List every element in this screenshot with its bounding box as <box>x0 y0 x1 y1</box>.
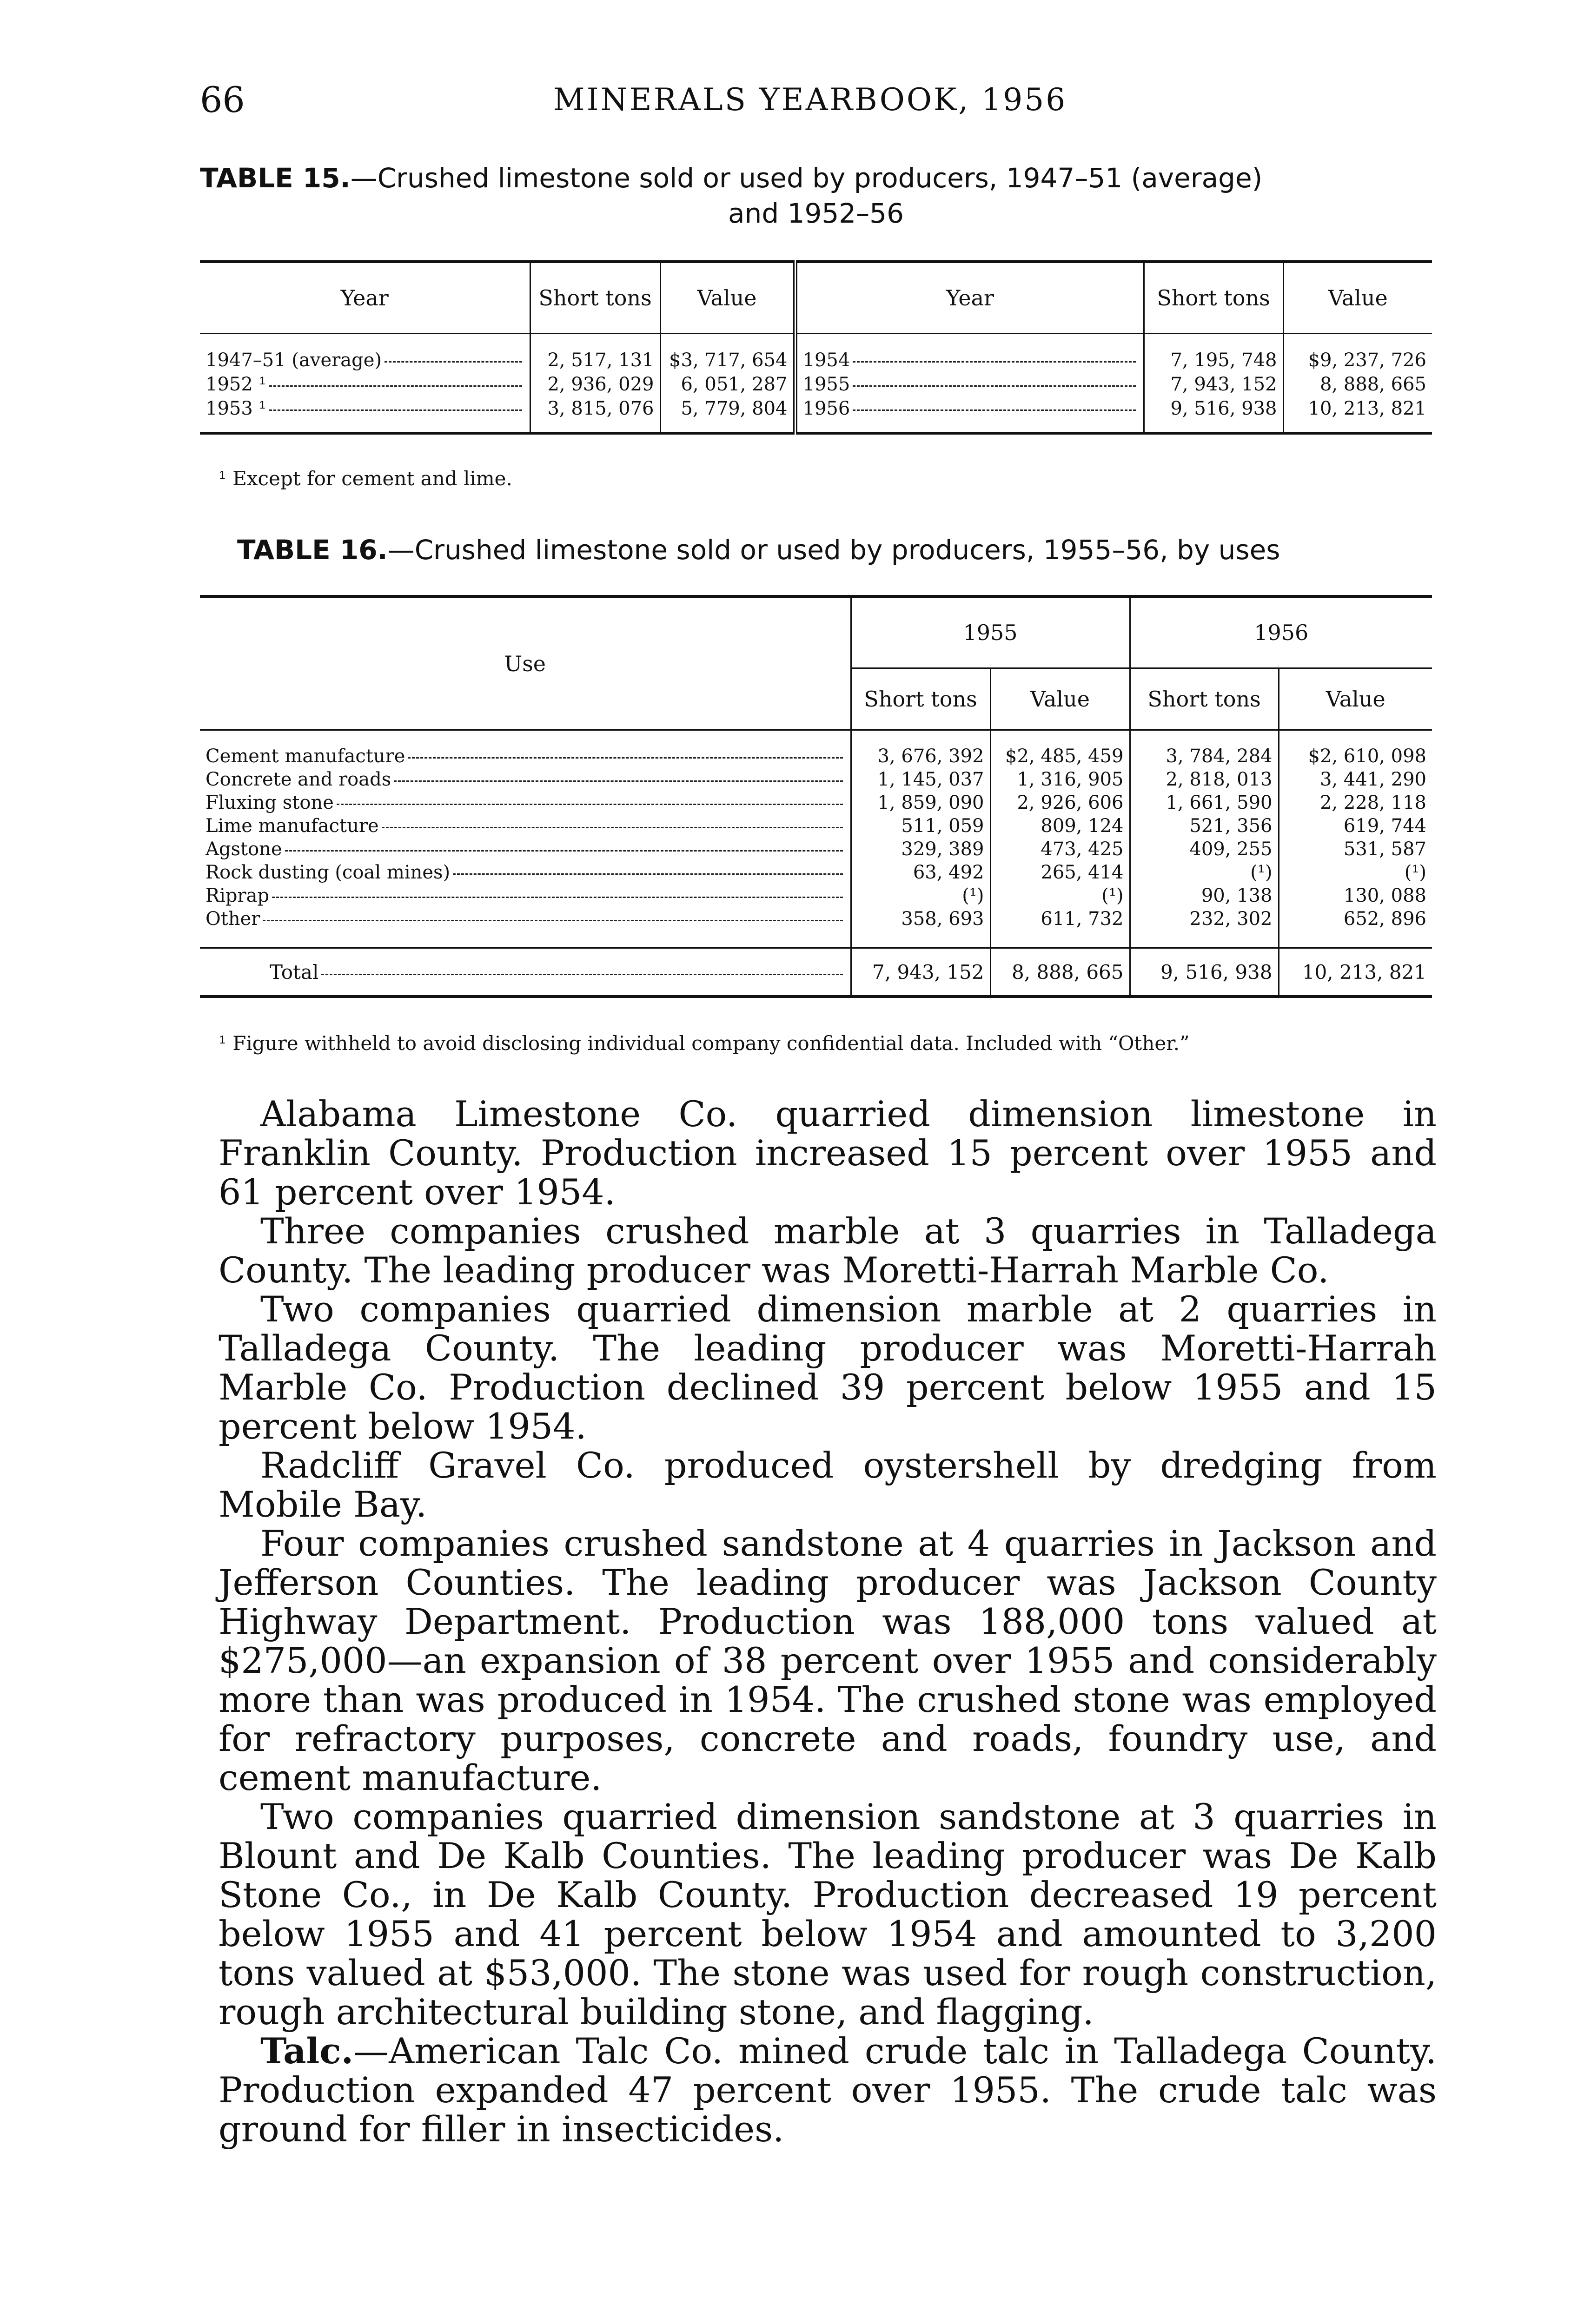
tons-cell: 521, 356 <box>1130 814 1279 838</box>
value-cell: 10, 213, 821 <box>1279 948 1432 997</box>
value-cell: 265, 414 <box>990 861 1130 884</box>
tons-cell: 358, 693 <box>851 907 990 948</box>
column-header: Value <box>660 262 795 334</box>
value-cell: 809, 124 <box>990 814 1130 838</box>
tons-cell: 511, 059 <box>851 814 990 838</box>
tons-cell: 1, 661, 590 <box>1130 791 1279 814</box>
value-cell: 2, 228, 118 <box>1279 791 1432 814</box>
table-row <box>200 768 1432 791</box>
value-cell: $9, 237, 726 <box>1283 334 1432 373</box>
book-title: MINERALS YEARBOOK, 1956 <box>553 82 1067 118</box>
body-text <box>219 1095 1437 2149</box>
value-cell: 2, 926, 606 <box>990 791 1130 814</box>
tons-cell: 3, 676, 392 <box>851 730 990 768</box>
table-row <box>200 861 1432 884</box>
running-head <box>200 79 1269 121</box>
year-label: 1954 <box>802 350 850 371</box>
value-cell: $2, 610, 098 <box>1279 730 1432 768</box>
table15 <box>200 260 1432 435</box>
table16-caption <box>237 532 1446 568</box>
tons-cell: 1, 859, 090 <box>851 791 990 814</box>
table-row <box>200 372 1432 396</box>
table15-footnote: ¹ Except for cement and lime. <box>219 467 512 490</box>
tons-cell: 7, 943, 152 <box>1144 372 1283 396</box>
table16-label: TABLE 16. <box>237 534 388 566</box>
table-row <box>200 730 1432 768</box>
value-cell: 3, 441, 290 <box>1279 768 1432 791</box>
value-cell: 8, 888, 665 <box>990 948 1130 997</box>
table-row <box>200 838 1432 861</box>
year-label: 1953 ¹ <box>205 398 266 419</box>
value-cell: 10, 213, 821 <box>1283 396 1432 433</box>
paragraph: Four companies crushed sandstone at 4 quarries in Jackson and Jefferson Counties. The leading producer was Jackson County Highway Department. Production was 188,000 tons valued at $275,000—an expansion of 38 percent over 1955 and considerably more than was produced in 1954. The crushed stone was employed for refractory purposes, concrete and roads, foundry use, and cement manufacture. <box>219 1523 1437 1798</box>
table15-header-row <box>200 262 1432 334</box>
paragraph: Alabama Limestone Co. quarried dimension limestone in Franklin County. Production increased 15 percent over 1955 and 61 percent over 1954. <box>219 1093 1437 1213</box>
value-cell: 652, 896 <box>1279 907 1432 948</box>
use-label: Cement manufacture <box>205 746 405 767</box>
tons-cell: 2, 517, 131 <box>530 334 660 373</box>
tons-cell: 9, 516, 938 <box>1130 948 1279 997</box>
table-row <box>200 791 1432 814</box>
table-row <box>200 396 1432 433</box>
value-cell: $2, 485, 459 <box>990 730 1130 768</box>
table16-footnote: ¹ Figure withheld to avoid disclosing individual company confidential data. Included with “Other.” <box>219 1032 1190 1055</box>
tons-cell: 7, 943, 152 <box>851 948 990 997</box>
column-header-year: 1955 <box>851 596 1130 668</box>
value-cell: 8, 888, 665 <box>1283 372 1432 396</box>
tons-cell: 90, 138 <box>1130 884 1279 907</box>
tons-cell: 409, 255 <box>1130 838 1279 861</box>
value-cell: (¹) <box>990 884 1130 907</box>
value-cell: 5, 779, 804 <box>660 396 795 433</box>
table-row <box>200 907 1432 948</box>
column-header: Year <box>795 262 1144 334</box>
paragraph: Three companies crushed marble at 3 quarries in Talladega County. The leading producer was Moretti-Harrah Marble Co. <box>219 1210 1437 1291</box>
tons-cell: 7, 195, 748 <box>1144 334 1283 373</box>
use-label: Fluxing stone <box>205 792 334 813</box>
year-label: 1952 ¹ <box>205 374 266 395</box>
paragraph: Radcliff Gravel Co. produced oystershell by dredging from Mobile Bay. <box>219 1445 1437 1525</box>
table16-title: —Crushed limestone sold or used by producers, 1955–56, by uses <box>387 534 1280 566</box>
tons-cell: 2, 818, 013 <box>1130 768 1279 791</box>
value-cell: (¹) <box>1279 861 1432 884</box>
column-header: Short tons <box>1144 262 1283 334</box>
tons-cell: (¹) <box>851 884 990 907</box>
use-label: Other <box>205 908 260 930</box>
column-header: Value <box>990 668 1130 730</box>
column-header-use: Use <box>200 596 851 730</box>
column-header: Value <box>1279 668 1432 730</box>
paragraph-text: —American Talc Co. mined crude talc in Talladega County. Production expanded 47 percent over 1955. The crude talc was ground for filler in insecticides. <box>219 2030 1437 2150</box>
value-cell: $3, 717, 654 <box>660 334 795 373</box>
value-cell: 130, 088 <box>1279 884 1432 907</box>
paragraph <box>219 2032 1437 2149</box>
table16 <box>200 595 1432 998</box>
year-label: 1955 <box>802 374 850 395</box>
tons-cell: 9, 516, 938 <box>1144 396 1283 433</box>
table-row <box>200 334 1432 373</box>
use-label: Agstone <box>205 838 282 860</box>
table-total-row <box>200 948 1432 997</box>
table15-caption <box>200 160 1432 231</box>
tons-cell: (¹) <box>1130 861 1279 884</box>
column-header: Year <box>200 262 530 334</box>
table16-header-row <box>200 596 1432 668</box>
value-cell: 531, 587 <box>1279 838 1432 861</box>
column-header: Short tons <box>851 668 990 730</box>
column-header: Short tons <box>530 262 660 334</box>
column-header: Short tons <box>1130 668 1279 730</box>
run-in-heading: Talc. <box>260 2030 354 2072</box>
tons-cell: 3, 815, 076 <box>530 396 660 433</box>
use-label: Concrete and roads <box>205 769 391 790</box>
value-cell: 619, 744 <box>1279 814 1432 838</box>
value-cell: 473, 425 <box>990 838 1130 861</box>
use-label: Rock dusting (coal mines) <box>205 862 451 883</box>
table15-label: TABLE 15. <box>200 162 351 194</box>
tons-cell: 232, 302 <box>1130 907 1279 948</box>
value-cell: 6, 051, 287 <box>660 372 795 396</box>
use-label: Riprap <box>205 885 270 906</box>
paragraph: Two companies quarried dimension marble at 2 quarries in Talladega County. The leading producer was Moretti-Harrah Marble Co. Production declined 39 percent below 1955 and 15 percent below 1954. <box>219 1288 1437 1447</box>
tons-cell: 2, 936, 029 <box>530 372 660 396</box>
paragraph: Two companies quarried dimension sandstone at 3 quarries in Blount and De Kalb Counties. The leading producer was De Kalb Stone Co., in De Kalb County. Production decreased 19 percent below 1955 and 41 percent below 1954 and amounted to 3,200 tons valued at $53,000. The stone was used for rough construction, rough architectural building stone, and flagging. <box>219 1796 1437 2033</box>
year-label: 1956 <box>802 398 850 419</box>
value-cell: 611, 732 <box>990 907 1130 948</box>
table-row <box>200 884 1432 907</box>
use-label: Lime manufacture <box>205 815 379 837</box>
column-header-year: 1956 <box>1130 596 1432 668</box>
table15-title-line1: —Crushed limestone sold or used by producers, 1947–51 (average) <box>350 162 1263 194</box>
total-label: Total <box>270 960 319 984</box>
tons-cell: 63, 492 <box>851 861 990 884</box>
tons-cell: 1, 145, 037 <box>851 768 990 791</box>
column-header: Value <box>1283 262 1432 334</box>
page-number: 66 <box>200 79 245 120</box>
tons-cell: 329, 389 <box>851 838 990 861</box>
table15-title-line2: and 1952–56 <box>728 198 904 229</box>
value-cell: 1, 316, 905 <box>990 768 1130 791</box>
tons-cell: 3, 784, 284 <box>1130 730 1279 768</box>
year-label: 1947–51 (average) <box>205 350 382 371</box>
table-row <box>200 814 1432 838</box>
